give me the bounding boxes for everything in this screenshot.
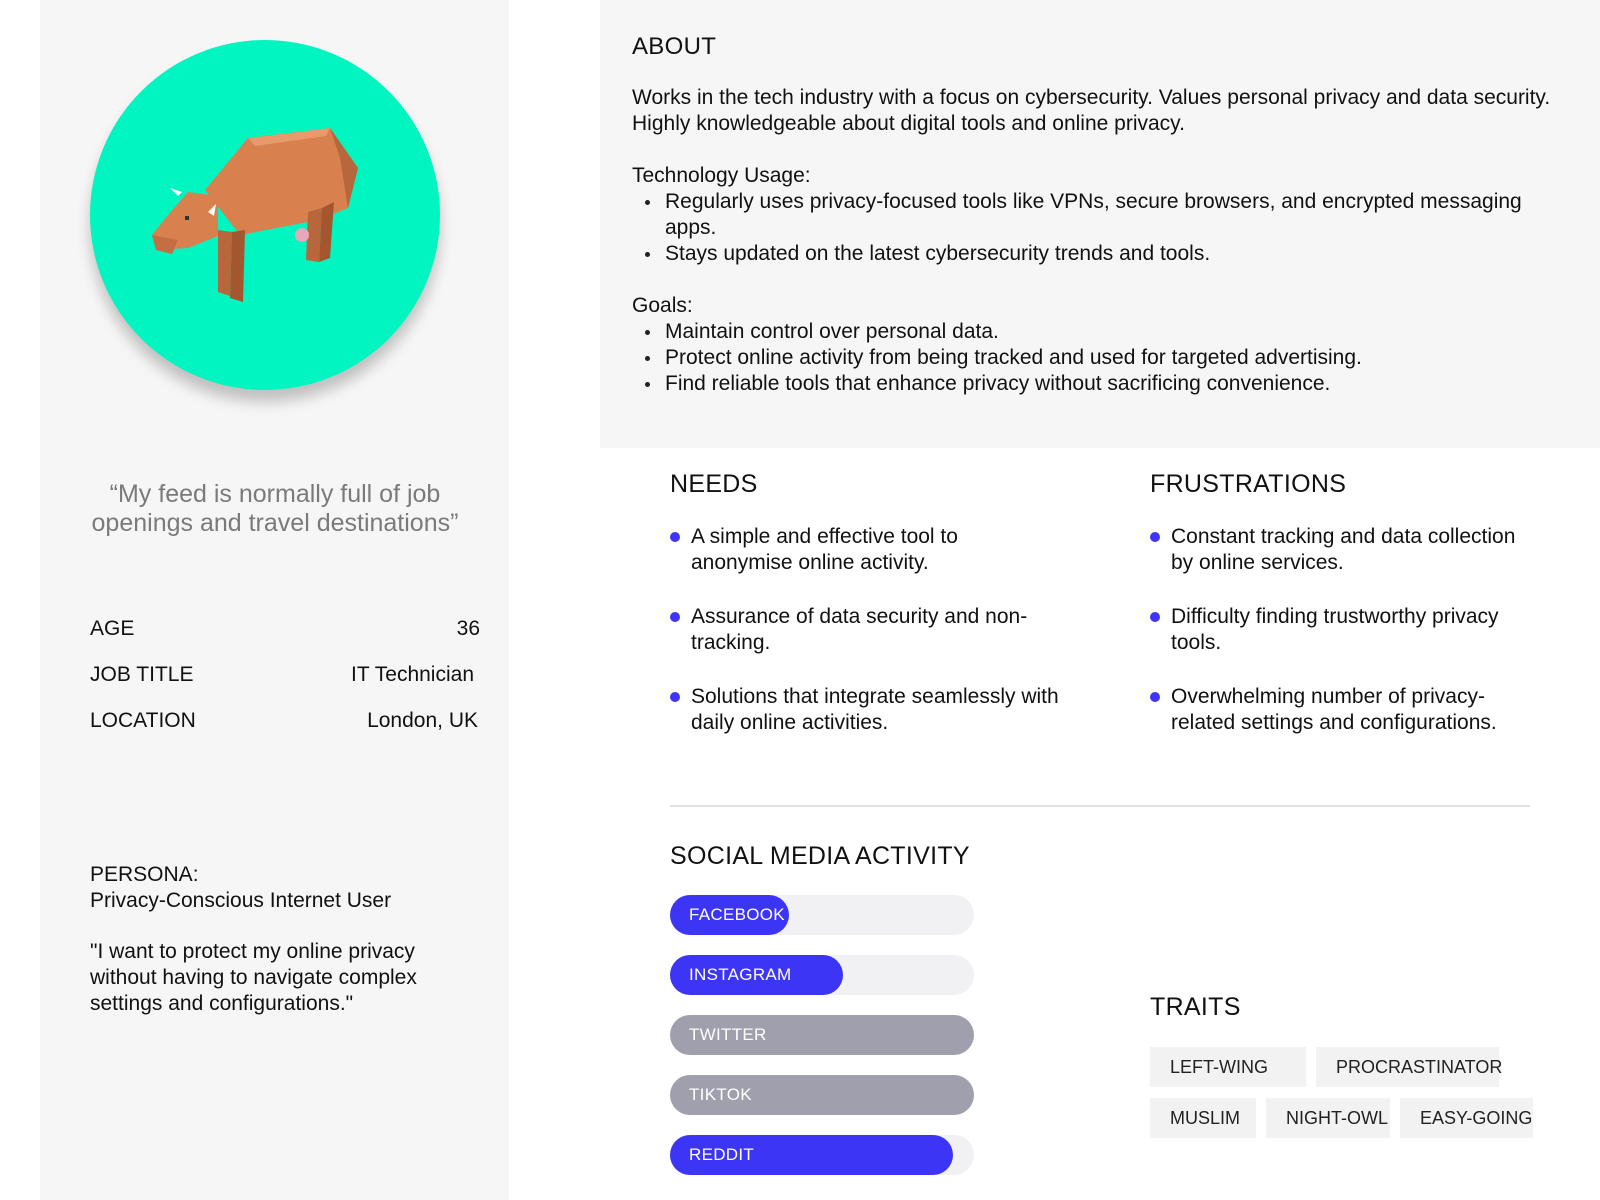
- persona-heading: PERSONA:: [90, 863, 199, 886]
- section-divider: [670, 805, 1530, 807]
- social-bar-label: TIKTOK: [689, 1085, 752, 1104]
- trait-tag: EASY-GOING: [1400, 1098, 1533, 1138]
- trait-tag: PROCRASTINATOR: [1316, 1047, 1499, 1087]
- needs-title: NEEDS: [670, 470, 758, 498]
- goals-heading: Goals:: [632, 294, 693, 317]
- social-bar-label: FACEBOOK: [689, 905, 785, 924]
- job-title-label: JOB TITLE: [90, 663, 194, 686]
- age-value: 36: [456, 617, 480, 640]
- location-label: LOCATION: [90, 709, 196, 732]
- social-bar-twitter: [670, 1015, 974, 1055]
- list-item: Stays updated on the latest cybersecurity trends and tools.: [632, 241, 1572, 267]
- social-bar-instagram: [670, 955, 974, 995]
- list-item: Overwhelming number of privacy-related settings and configurations.: [1150, 684, 1540, 736]
- frustrations-title: FRUSTRATIONS: [1150, 470, 1347, 498]
- about-title: ABOUT: [632, 33, 717, 60]
- goals-list: [632, 319, 1572, 397]
- tech-usage-list: [632, 189, 1572, 267]
- social-bar-reddit: [670, 1135, 974, 1175]
- persona-name: Privacy-Conscious Internet User: [90, 889, 392, 912]
- list-item: Assurance of data security and non-tracking.: [670, 604, 1060, 656]
- tech-usage-heading: Technology Usage:: [632, 164, 811, 187]
- trait-tag: MUSLIM: [1150, 1098, 1256, 1138]
- social-bar-label: INSTAGRAM: [689, 965, 792, 984]
- list-item: Protect online activity from being tracked and used for targeted advertising.: [632, 345, 1572, 371]
- social-bar-label: REDDIT: [689, 1145, 755, 1164]
- list-item: Difficulty finding trustworthy privacy tools.: [1150, 604, 1540, 656]
- trait-tag: NIGHT-OWL: [1266, 1098, 1390, 1138]
- list-item: Constant tracking and data collection by online services.: [1150, 524, 1540, 576]
- social-bar-tiktok: [670, 1075, 974, 1115]
- social-bar-label: TWITTER: [689, 1025, 767, 1044]
- traits-title: TRAITS: [1150, 993, 1241, 1021]
- social-bar-facebook: [670, 895, 974, 935]
- profile-sidebar: [40, 0, 509, 1200]
- persona-quote: "I want to protect my online privacy without having to navigate complex settings and configurations.": [90, 940, 417, 1015]
- persona-heading-block: [90, 862, 480, 914]
- age-label: AGE: [90, 617, 135, 640]
- persona-feed-quote: “My feed is normally full of job openings and travel destinations”: [91, 480, 459, 537]
- about-panel: [600, 0, 1600, 448]
- list-item: Maintain control over personal data.: [632, 319, 1572, 345]
- job-title-value: IT Technician: [351, 663, 474, 686]
- frustrations-list: [1150, 524, 1540, 764]
- avatar: [90, 40, 440, 390]
- trait-tag: LEFT-WING: [1150, 1047, 1306, 1087]
- list-item: Find reliable tools that enhance privacy without sacrificing convenience.: [632, 371, 1572, 397]
- needs-list: [670, 524, 1060, 764]
- cow-icon: [90, 40, 440, 390]
- social-media-title: SOCIAL MEDIA ACTIVITY: [670, 842, 970, 870]
- list-item: Solutions that integrate seamlessly with daily online activities.: [670, 684, 1060, 736]
- location-value: London, UK: [367, 709, 478, 732]
- list-item: Regularly uses privacy-focused tools like VPNs, secure browsers, and encrypted messaging apps.: [632, 189, 1572, 241]
- list-item: A simple and effective tool to anonymise online activity.: [670, 524, 1060, 576]
- about-paragraph: Works in the tech industry with a focus on cybersecurity. Values personal privacy and data security. Highly knowledgeable about digital tools and online privacy.: [632, 86, 1551, 135]
